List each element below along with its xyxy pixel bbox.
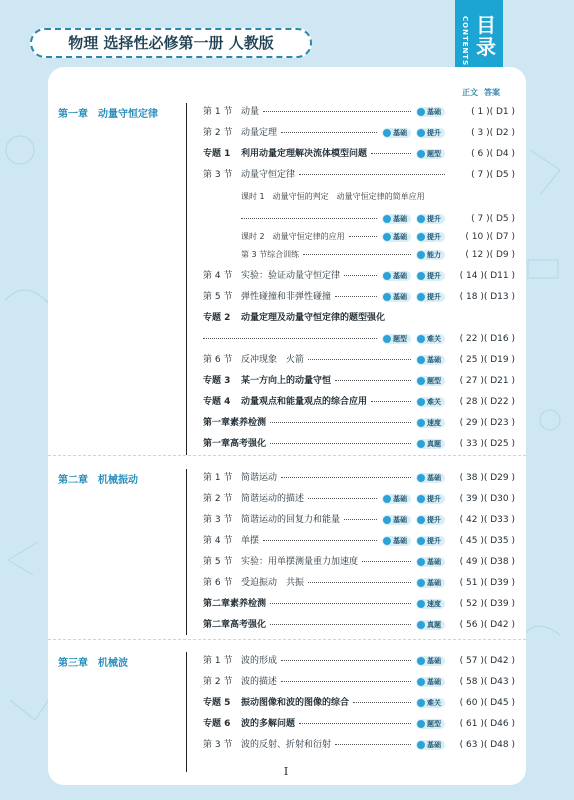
dot-leader bbox=[308, 582, 411, 583]
entry-label: 第 1 节 bbox=[203, 473, 233, 483]
entry-label: 第 6 节 bbox=[203, 355, 233, 365]
toc-entry[interactable] bbox=[203, 395, 515, 409]
badge-难关: 难关 bbox=[416, 397, 445, 407]
entry-title: 课时 2 动量守恒定律的应用 bbox=[241, 232, 345, 241]
chapter-title: 第三章 机械波 bbox=[58, 658, 128, 669]
toc-entry[interactable] bbox=[203, 212, 515, 226]
entry-label: 第 2 节 bbox=[203, 494, 233, 504]
entry-title: 波的反射、折射和衍射 bbox=[241, 740, 332, 750]
dot-leader bbox=[263, 540, 377, 541]
column-header-answer: 答案 bbox=[484, 88, 500, 97]
dot-leader bbox=[241, 218, 377, 219]
toc-entry[interactable] bbox=[203, 290, 515, 304]
badge-基础: 基础 bbox=[382, 515, 411, 525]
page-ref: ( 7 )( D5 ) bbox=[471, 170, 515, 180]
entry-label: 第 5 节 bbox=[203, 292, 233, 302]
toc-panel bbox=[48, 67, 526, 785]
entry-label: 第 2 节 bbox=[203, 128, 233, 138]
page-number: I bbox=[273, 762, 299, 782]
badge-基础: 基础 bbox=[416, 107, 445, 117]
dot-leader bbox=[335, 380, 411, 381]
entry-label: 专题 1 bbox=[203, 149, 231, 159]
entry-title: 简谐运动的描述 bbox=[241, 494, 305, 504]
dot-leader bbox=[270, 422, 411, 423]
entry-title: 弹性碰撞和非弹性碰撞 bbox=[241, 292, 332, 302]
badge-题型: 题型 bbox=[382, 334, 411, 344]
entry-title: 动量定理 bbox=[241, 128, 278, 138]
badge-提升: 提升 bbox=[416, 128, 445, 138]
toc-entry[interactable] bbox=[203, 675, 515, 689]
entry-title: 反冲现象 火箭 bbox=[241, 355, 305, 365]
badge-真题: 真题 bbox=[416, 620, 445, 630]
dot-leader bbox=[281, 660, 411, 661]
toc-entry[interactable] bbox=[203, 738, 515, 752]
badge-基础: 基础 bbox=[382, 271, 411, 281]
page-ref: ( 29 )( D23 ) bbox=[459, 418, 515, 428]
toc-entry[interactable] bbox=[203, 437, 515, 451]
toc-entry[interactable] bbox=[203, 105, 515, 119]
entry-title: 振动图像和波的图像的综合 bbox=[241, 698, 350, 708]
toc-entry[interactable] bbox=[203, 696, 515, 710]
page-ref: ( 42 )( D33 ) bbox=[459, 515, 515, 525]
entry-label: 专题 6 bbox=[203, 719, 231, 729]
dot-leader bbox=[270, 603, 411, 604]
toc-entry[interactable] bbox=[203, 269, 515, 283]
badge-能力: 能力 bbox=[416, 250, 445, 260]
badge-提升: 提升 bbox=[416, 271, 445, 281]
toc-entry[interactable] bbox=[203, 374, 515, 388]
entry-label: 第 3 节 bbox=[203, 515, 233, 525]
toc-entry[interactable] bbox=[203, 513, 515, 527]
page-ref: ( 45 )( D35 ) bbox=[459, 536, 515, 546]
toc-entry[interactable] bbox=[203, 353, 515, 367]
badge-速度: 速度 bbox=[416, 418, 445, 428]
entry-title: 动量 bbox=[241, 107, 260, 117]
entry-label: 第 3 节 bbox=[203, 170, 233, 180]
toc-entry[interactable] bbox=[203, 717, 515, 731]
toc-entry[interactable] bbox=[203, 332, 515, 346]
page-ref: ( 7 )( D5 ) bbox=[471, 214, 515, 224]
entry-title: 第一章高考强化 bbox=[203, 439, 267, 449]
entry-title: 简谐运动的回复力和能量 bbox=[241, 515, 341, 525]
badge-基础: 基础 bbox=[382, 214, 411, 224]
entry-title: 波的形成 bbox=[241, 656, 278, 666]
badge-难关: 难关 bbox=[416, 698, 445, 708]
page-ref: ( 60 )( D45 ) bbox=[459, 698, 515, 708]
dot-leader bbox=[299, 174, 445, 175]
page-ref: ( 56 )( D42 ) bbox=[459, 620, 515, 630]
dot-leader bbox=[281, 477, 411, 478]
badge-题型: 题型 bbox=[416, 376, 445, 386]
entry-label: 专题 2 bbox=[203, 313, 231, 323]
entry-title: 波的描述 bbox=[241, 677, 278, 687]
chapter-bracket-line bbox=[186, 103, 187, 455]
entry-label: 专题 5 bbox=[203, 698, 231, 708]
entry-title: 利用动量定理解决流体模型问题 bbox=[241, 149, 368, 159]
dot-leader bbox=[344, 519, 377, 520]
badge-基础: 基础 bbox=[382, 536, 411, 546]
toc-entry[interactable] bbox=[203, 190, 515, 204]
dot-leader bbox=[270, 624, 411, 625]
dot-leader bbox=[203, 338, 377, 339]
contents-tab bbox=[455, 0, 503, 76]
badge-提升: 提升 bbox=[416, 214, 445, 224]
toc-entry[interactable] bbox=[203, 618, 515, 632]
section-divider bbox=[48, 455, 526, 456]
entry-title: 单摆 bbox=[241, 536, 260, 546]
chapter-bracket-line bbox=[186, 652, 187, 772]
badge-提升: 提升 bbox=[416, 515, 445, 525]
toc-entry[interactable] bbox=[203, 168, 515, 182]
badge-真题: 真题 bbox=[416, 439, 445, 449]
page-ref: ( 39 )( D30 ) bbox=[459, 494, 515, 504]
dot-leader bbox=[263, 111, 411, 112]
badge-基础: 基础 bbox=[416, 656, 445, 666]
entry-label: 第 4 节 bbox=[203, 536, 233, 546]
entry-title: 某一方向上的动量守恒 bbox=[241, 376, 332, 386]
page-ref: ( 49 )( D38 ) bbox=[459, 557, 515, 567]
page-ref: ( 3 )( D2 ) bbox=[471, 128, 515, 138]
badge-提升: 提升 bbox=[416, 536, 445, 546]
dot-leader bbox=[335, 296, 377, 297]
page-ref: ( 51 )( D39 ) bbox=[459, 578, 515, 588]
entry-title: 动量定理及动量守恒定律的题型强化 bbox=[241, 313, 386, 323]
dot-leader bbox=[303, 254, 411, 255]
dot-leader bbox=[270, 443, 411, 444]
chapter-title: 第二章 机械振动 bbox=[58, 475, 138, 486]
entry-label: 第 4 节 bbox=[203, 271, 233, 281]
toc-entry[interactable] bbox=[203, 147, 515, 161]
dot-leader bbox=[281, 132, 377, 133]
dot-leader bbox=[299, 723, 411, 724]
book-title: 物理 选择性必修第一册 人教版 bbox=[30, 28, 312, 58]
dot-leader bbox=[344, 275, 377, 276]
dot-leader bbox=[308, 498, 377, 499]
page-ref: ( 52 )( D39 ) bbox=[459, 599, 515, 609]
entry-label: 专题 3 bbox=[203, 376, 231, 386]
page-ref: ( 12 )( D9 ) bbox=[465, 250, 515, 260]
toc-entry[interactable] bbox=[203, 416, 515, 430]
dot-leader bbox=[371, 401, 411, 402]
badge-基础: 基础 bbox=[382, 128, 411, 138]
toc-entry[interactable] bbox=[203, 126, 515, 140]
entry-title: 第二章素养检测 bbox=[203, 599, 267, 609]
dot-leader bbox=[353, 702, 411, 703]
entry-title: 课时 1 动量守恒的判定 动量守恒定律的简单应用 bbox=[241, 192, 425, 201]
mulu-label: 目录 bbox=[476, 13, 496, 59]
toc-entry[interactable] bbox=[203, 492, 515, 506]
entry-title: 第二章高考强化 bbox=[203, 620, 267, 630]
entry-title: 简谐运动 bbox=[241, 473, 278, 483]
badge-基础: 基础 bbox=[416, 677, 445, 687]
dot-leader bbox=[335, 744, 411, 745]
badge-速度: 速度 bbox=[416, 599, 445, 609]
column-headers bbox=[456, 87, 500, 98]
badge-提升: 提升 bbox=[416, 232, 445, 242]
badge-提升: 提升 bbox=[416, 292, 445, 302]
toc-entry[interactable] bbox=[203, 311, 515, 325]
entry-label: 第 3 节 bbox=[203, 740, 233, 750]
badge-题型: 题型 bbox=[416, 719, 445, 729]
badge-基础: 基础 bbox=[382, 494, 411, 504]
section-divider bbox=[48, 639, 526, 640]
entry-label: 第 5 节 bbox=[203, 557, 233, 567]
page-ref: ( 25 )( D19 ) bbox=[459, 355, 515, 365]
toc-entry[interactable] bbox=[203, 230, 515, 244]
page-ref: ( 27 )( D21 ) bbox=[459, 376, 515, 386]
page-ref: ( 1 )( D1 ) bbox=[471, 107, 515, 117]
badge-题型: 题型 bbox=[416, 149, 445, 159]
toc-entry[interactable] bbox=[203, 248, 515, 262]
entry-title: 受迫振动 共振 bbox=[241, 578, 305, 588]
page-ref: ( 61 )( D46 ) bbox=[459, 719, 515, 729]
entry-label: 专题 4 bbox=[203, 397, 231, 407]
dot-leader bbox=[308, 359, 411, 360]
page-ref: ( 6 )( D4 ) bbox=[471, 149, 515, 159]
column-header-text: 正文 bbox=[462, 88, 478, 97]
page-ref: ( 18 )( D13 ) bbox=[459, 292, 515, 302]
page-ref: ( 14 )( D11 ) bbox=[459, 271, 515, 281]
toc-entry[interactable] bbox=[203, 597, 515, 611]
dot-leader bbox=[281, 681, 411, 682]
page-ref: ( 58 )( D43 ) bbox=[459, 677, 515, 687]
entry-title: 第 3 节综合训练 bbox=[241, 250, 300, 259]
badge-基础: 基础 bbox=[416, 473, 445, 483]
entry-title: 动量守恒定律 bbox=[241, 170, 296, 180]
dot-leader bbox=[371, 153, 411, 154]
toc-entry[interactable] bbox=[203, 555, 515, 569]
entry-title: 动量观点和能量观点的综合应用 bbox=[241, 397, 368, 407]
page-ref: ( 33 )( D25 ) bbox=[459, 439, 515, 449]
entry-label: 第 1 节 bbox=[203, 656, 233, 666]
chapter-bracket-line bbox=[186, 469, 187, 635]
entry-title: 波的多解问题 bbox=[241, 719, 296, 729]
toc-entry[interactable] bbox=[203, 576, 515, 590]
contents-label: CONTENTS bbox=[461, 16, 469, 67]
entry-label: 第 6 节 bbox=[203, 578, 233, 588]
chapter-title: 第一章 动量守恒定律 bbox=[58, 109, 158, 120]
toc-entry[interactable] bbox=[203, 534, 515, 548]
dot-leader bbox=[349, 236, 377, 237]
badge-基础: 基础 bbox=[382, 232, 411, 242]
badge-基础: 基础 bbox=[416, 557, 445, 567]
page-ref: ( 38 )( D29 ) bbox=[459, 473, 515, 483]
badge-提升: 提升 bbox=[416, 494, 445, 504]
dot-leader bbox=[362, 561, 411, 562]
toc-entry[interactable] bbox=[203, 654, 515, 668]
badge-难关: 难关 bbox=[416, 334, 445, 344]
entry-label: 第 1 节 bbox=[203, 107, 233, 117]
entry-title: 实验：验证动量守恒定律 bbox=[241, 271, 341, 281]
page-ref: ( 22 )( D16 ) bbox=[459, 334, 515, 344]
page-ref: ( 10 )( D7 ) bbox=[465, 232, 515, 242]
page-ref: ( 63 )( D48 ) bbox=[459, 740, 515, 750]
page-ref: ( 28 )( D22 ) bbox=[459, 397, 515, 407]
entry-title: 实验：用单摆测量重力加速度 bbox=[241, 557, 359, 567]
entry-label: 第 2 节 bbox=[203, 677, 233, 687]
badge-基础: 基础 bbox=[382, 292, 411, 302]
badge-基础: 基础 bbox=[416, 740, 445, 750]
badge-基础: 基础 bbox=[416, 578, 445, 588]
badge-基础: 基础 bbox=[416, 355, 445, 365]
entry-title: 第一章素养检测 bbox=[203, 418, 267, 428]
toc-entry[interactable] bbox=[203, 471, 515, 485]
page-ref: ( 57 )( D42 ) bbox=[459, 656, 515, 666]
